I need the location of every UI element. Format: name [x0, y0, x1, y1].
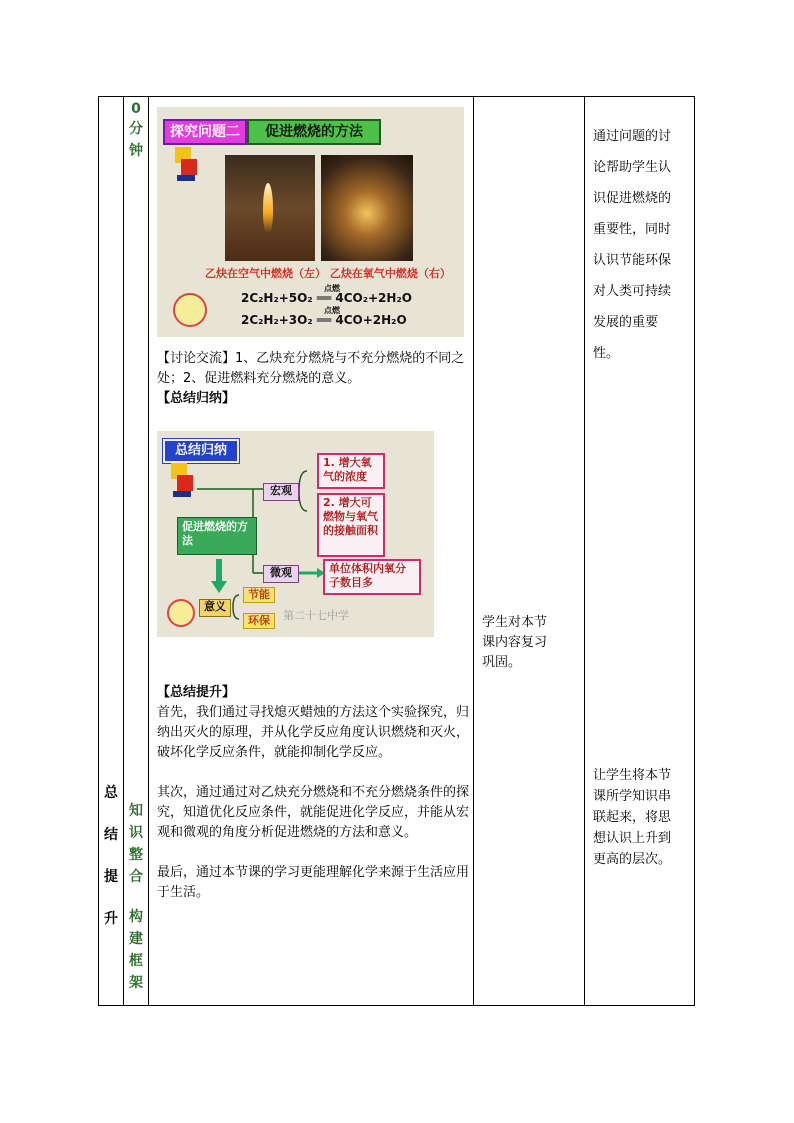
time-char: 0 — [131, 101, 141, 117]
activity-char: 建 — [129, 931, 143, 947]
slide-title-question: 探究问题二 — [163, 119, 247, 145]
node-oxygen-concentration: 1. 增大氧气的浓度 — [317, 453, 385, 489]
school-watermark: 第二十七中学 — [283, 609, 349, 622]
node-micro: 微观 — [263, 565, 299, 583]
content-column — [149, 97, 473, 1005]
equation-condition: 点燃 — [324, 284, 340, 293]
node-meaning: 意义 — [199, 599, 231, 617]
student-activity-text: 学生对本节课内容复习巩固。 — [482, 615, 548, 670]
upgrade-para-3: 最后，通过本节课的学习更能理解化学来源于生活应用于生活。 — [157, 865, 470, 900]
equation-incomplete: 2C₂H₂+3O₂ ══ 4CO+2H₂O — [241, 313, 407, 327]
student-activity-column — [474, 97, 584, 1005]
activity-char: 识 — [129, 825, 143, 841]
slide-caption: 乙炔在空气中燃烧（左） 乙炔在氧气中燃烧（右） — [205, 267, 451, 280]
stage-column — [99, 97, 123, 1005]
photo-acetylene-oxygen — [321, 155, 413, 261]
equation-complete: 2C₂H₂+5O₂ ══ 4CO₂+2H₂O — [241, 291, 412, 305]
node-environment: 环保 — [243, 613, 275, 629]
stage-char: 总 — [104, 785, 118, 801]
activity-char: 架 — [129, 975, 143, 991]
node-contact-area: 2. 增大可燃物与氧气的接触面积 — [317, 493, 385, 557]
deco-square-icon — [181, 159, 197, 175]
school-logo-icon — [167, 599, 195, 627]
activity-char: 整 — [129, 847, 143, 863]
time-char: 钟 — [129, 143, 143, 159]
deco-bar-icon — [177, 175, 195, 181]
slide-title-topic: 促进燃烧的方法 — [247, 119, 381, 145]
intent-text-1: 通过问题的讨论帮助学生认识促进燃烧的重要性，同时认识节能环保对人类可持续发展的重要性。 — [593, 129, 672, 361]
lesson-plan-table — [98, 96, 695, 1006]
school-logo-icon — [173, 293, 207, 327]
activity-char: 知 — [129, 803, 143, 819]
summary-heading: 【总结归纳】 — [157, 391, 236, 406]
stage-char: 升 — [104, 911, 118, 927]
upgrade-para-2: 其次，通过通过对乙炔充分燃烧和不充分燃烧条件的探究，知道优化反应条件，就能促进化学反应，并能从宏观和微观的角度分析促进燃烧的方法和意义。 — [157, 785, 470, 840]
design-intent-column — [585, 97, 695, 1005]
time-char: 分 — [129, 121, 143, 137]
equation-condition: 点燃 — [324, 306, 340, 315]
node-macro: 宏观 — [263, 483, 299, 501]
photo-acetylene-air — [225, 155, 315, 261]
slide-summary-diagram — [157, 431, 434, 637]
slide-combustion-methods — [157, 107, 464, 337]
discussion-text: 【讨论交流】1、乙炔充分燃烧与不充分燃烧的不同之处；2、促进燃料充分燃烧的意义。 — [157, 351, 465, 386]
time-column — [124, 97, 148, 1005]
node-oxygen-molecules: 单位体积内氧分子数目多 — [323, 559, 421, 595]
node-root: 促进燃烧的方法 — [177, 517, 257, 555]
flame-icon — [263, 183, 273, 233]
node-energy-saving: 节能 — [243, 587, 275, 603]
activity-char: 合 — [129, 869, 143, 885]
upgrade-heading: 【总结提升】 — [157, 685, 236, 700]
activity-char: 框 — [129, 953, 143, 969]
intent-text-2: 让学生将本节课所学知识串联起来，将思想认识上升到更高的层次。 — [593, 768, 672, 867]
activity-char: 构 — [129, 909, 143, 925]
upgrade-para-1: 首先，我们通过寻找熄灭蜡烛的方法这个实验探究，归纳出灭火的原理，并从化学反应角度认识燃烧和灭火，破坏化学反应条件，就能抑制化学反应。 — [157, 705, 470, 760]
stage-char: 结 — [104, 827, 118, 843]
stage-char: 提 — [104, 869, 118, 885]
slide2-title: 总结归纳 — [163, 439, 239, 463]
